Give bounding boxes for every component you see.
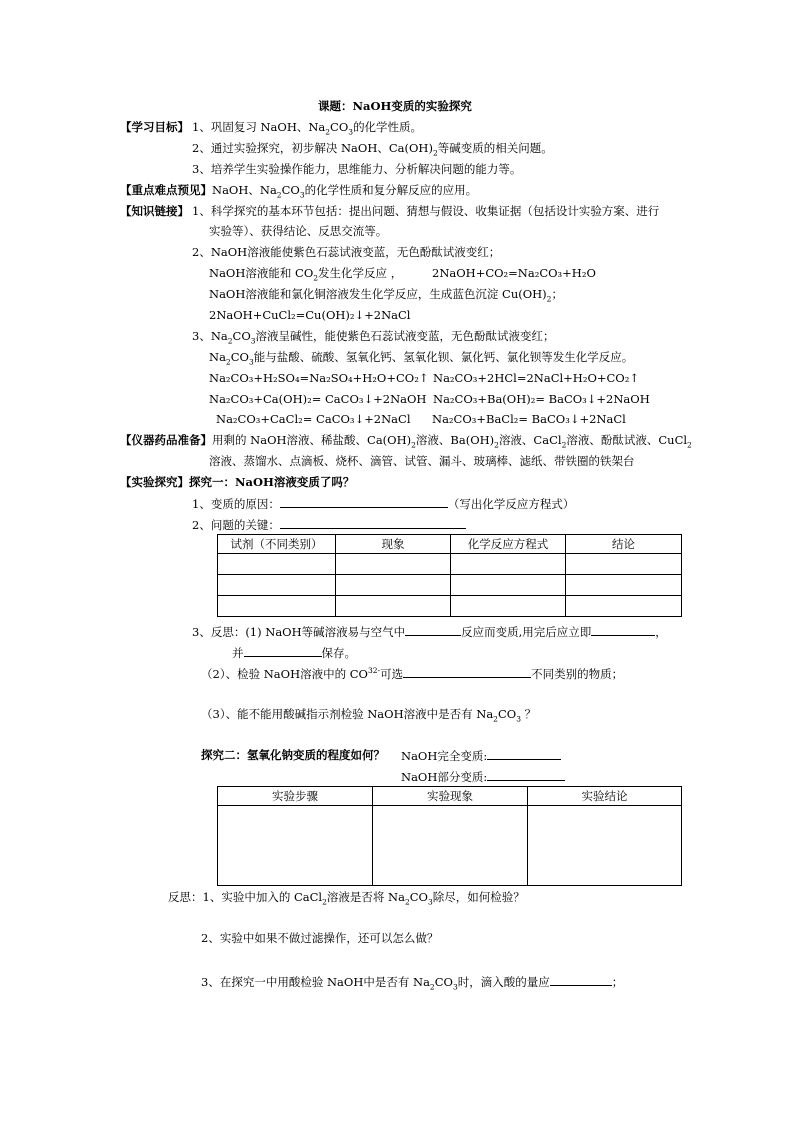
exp2-full: NaOH完全变质: [401, 748, 561, 764]
equation-naoh-cucl2: 2NaOH+CuCl₂=Cu(OH)₂↓+2NaCl [209, 308, 411, 322]
equation-6: Na₂CO₃+BaCl₂= BaCO₃↓+2NaCl [432, 412, 626, 426]
materials-2: 溶液、蒸馏水、点滴板、烧杯、滴管、试管、漏斗、玻璃棒、滤纸、带铁圈的铁架台 [209, 454, 635, 468]
objective-1: 1、巩固复习 NaOH、$Na_2CO_3$的化学性质。 [192, 120, 423, 137]
table-row [218, 596, 682, 617]
blank-partial[interactable] [487, 769, 565, 781]
exp1-header-phenomenon: 现象 [336, 535, 451, 554]
exp1-reflect-1b: 并 保存。 [232, 646, 356, 660]
blank-key[interactable] [280, 517, 466, 529]
knowledge-6: 3、$Na_2CO_3$溶液呈碱性，能使紫色石蕊试液变蓝，无色酚酞试液变红； [192, 329, 555, 346]
exp1-header-equation: 化学反应方程式 [451, 535, 566, 554]
keypoints: 【重点难点预见】NaOH、$Na_2CO_3$的化学性质和复分解反应的应用。 [120, 183, 478, 200]
exp1-reflect-2: （2）、检验 NaOH溶液中的 $CO^{32-}$可选 不同类别的物质； [201, 666, 624, 681]
exp2-table [217, 786, 682, 886]
equation-5: Na₂CO₃+CaCl₂= CaCO₃↓+2NaCl [216, 412, 411, 426]
knowledge-7: $Na_2CO_3$能与盐酸、硫酸、氢氧化钙、氢氧化钡、氯化钙、氯化钡等发生化学反应。 [209, 350, 634, 367]
materials-1: 【仪器药品准备】用剩的 NaOH溶液、稀盐酸、$Ca(OH)_2$溶液、$Ba(OH)_2$溶液、CaCl$_2$溶液、酚酞试液、CuCl$_2$ [120, 433, 692, 450]
equation-3: Na₂CO₃+Ca(OH)₂= CaCO₃↓+2NaOH [209, 392, 427, 406]
page-title: 课题：NaOH变质的实验探究 [318, 99, 472, 113]
exp2-label: 探究二：氢氧化钠变质的程度如何？ [201, 748, 385, 762]
exp1-reflect-3: （3）、能不能用酸碱指示剂检验 NaOH溶液中是否有 $Na_2CO_3$ ？ [201, 707, 537, 724]
exp1-header-conclusion: 结论 [566, 535, 682, 554]
equation-1: Na₂CO₃+H₂SO₄=Na₂SO₄+H₂O+CO₂↑ [209, 371, 429, 385]
exp1-label: 【实验探究】探究一：NaOH溶液变质了吗？ [120, 475, 355, 489]
exp2-header-steps: 实验步骤 [218, 787, 373, 806]
knowledge-4: NaOH溶液能和氯化铜溶液发生化学反应，生成蓝色沉淀 $Cu(OH)_2$； [209, 287, 563, 304]
blank-air-component[interactable] [405, 624, 461, 636]
table-row [218, 554, 682, 575]
exp2-partial: NaOH部分变质: [401, 769, 565, 785]
blank-substances[interactable] [403, 666, 531, 678]
exp1-q2: 2、问题的关键： [192, 517, 466, 533]
reflection-1: 反思：1、实验中加入的 CaCl$_2$溶液是否将 $Na_2CO_3$除尽，如何检验？ [168, 890, 525, 907]
exp1-q1: 1、变质的原因： （写出化学反应方程式） [192, 497, 575, 511]
equation-2: Na₂CO₃+2HCl=2NaCl+H₂O+CO₂↑ [433, 371, 639, 385]
exp2-header-phenomena: 实验现象 [373, 787, 528, 806]
blank-full[interactable] [487, 748, 561, 760]
table-row [218, 806, 682, 886]
knowledge-2: 2、NaOH溶液能使紫色石蕊试液变蓝，无色酚酞试液变红； [192, 245, 501, 259]
reflection-2: 2、实验中如果不做过滤操作，还可以怎么做？ [201, 931, 439, 945]
knowledge-3: NaOH溶液能和 $CO_2$发生化学反应 ， [209, 266, 403, 283]
table-row [218, 575, 682, 596]
objective-2: 2、通过实验探究，初步解决 NaOH、$Ca(OH)_2$等碱变质的相关问题。 [192, 141, 553, 158]
exp1-table [217, 534, 682, 617]
exp1-reflect-1: 3、反思：(1) NaOH等碱溶液易与空气中 反应而变质,用完后应立即 ， [192, 625, 667, 639]
equation-naoh-co2: 2NaOH+CO₂=Na₂CO₃+H₂O [432, 266, 596, 280]
equation-4: Na₂CO₃+Ba(OH)₂= BaCO₃↓+2NaOH [433, 392, 650, 406]
exp2-header-conclusion: 实验结论 [528, 787, 682, 806]
knowledge-label: 【知识链接】 [120, 204, 189, 218]
objective-3: 3、培养学生实验操作能力，思维能力、分析解决问题的能力等。 [192, 162, 522, 176]
blank-acid-amount[interactable] [550, 974, 612, 986]
knowledge-1b: 实验等）、获得结论、反思交流等。 [209, 224, 388, 238]
blank-storage[interactable] [244, 645, 322, 657]
blank-cause[interactable] [280, 496, 448, 508]
blank-immediately[interactable] [591, 624, 655, 636]
knowledge-1a: 1、科学探究的基本环节包括：提出问题、猜想与假设、收集证据（包括设计实验方案、进行 [192, 204, 660, 218]
objectives-label: 【学习目标】 [120, 120, 189, 134]
reflection-3: 3、在探究一中用酸检验 NaOH中是否有 $Na_2CO_3$时，滴入酸的量应 ； [201, 975, 624, 992]
exp1-header-reagent: 试剂（不同类别） [218, 535, 336, 554]
